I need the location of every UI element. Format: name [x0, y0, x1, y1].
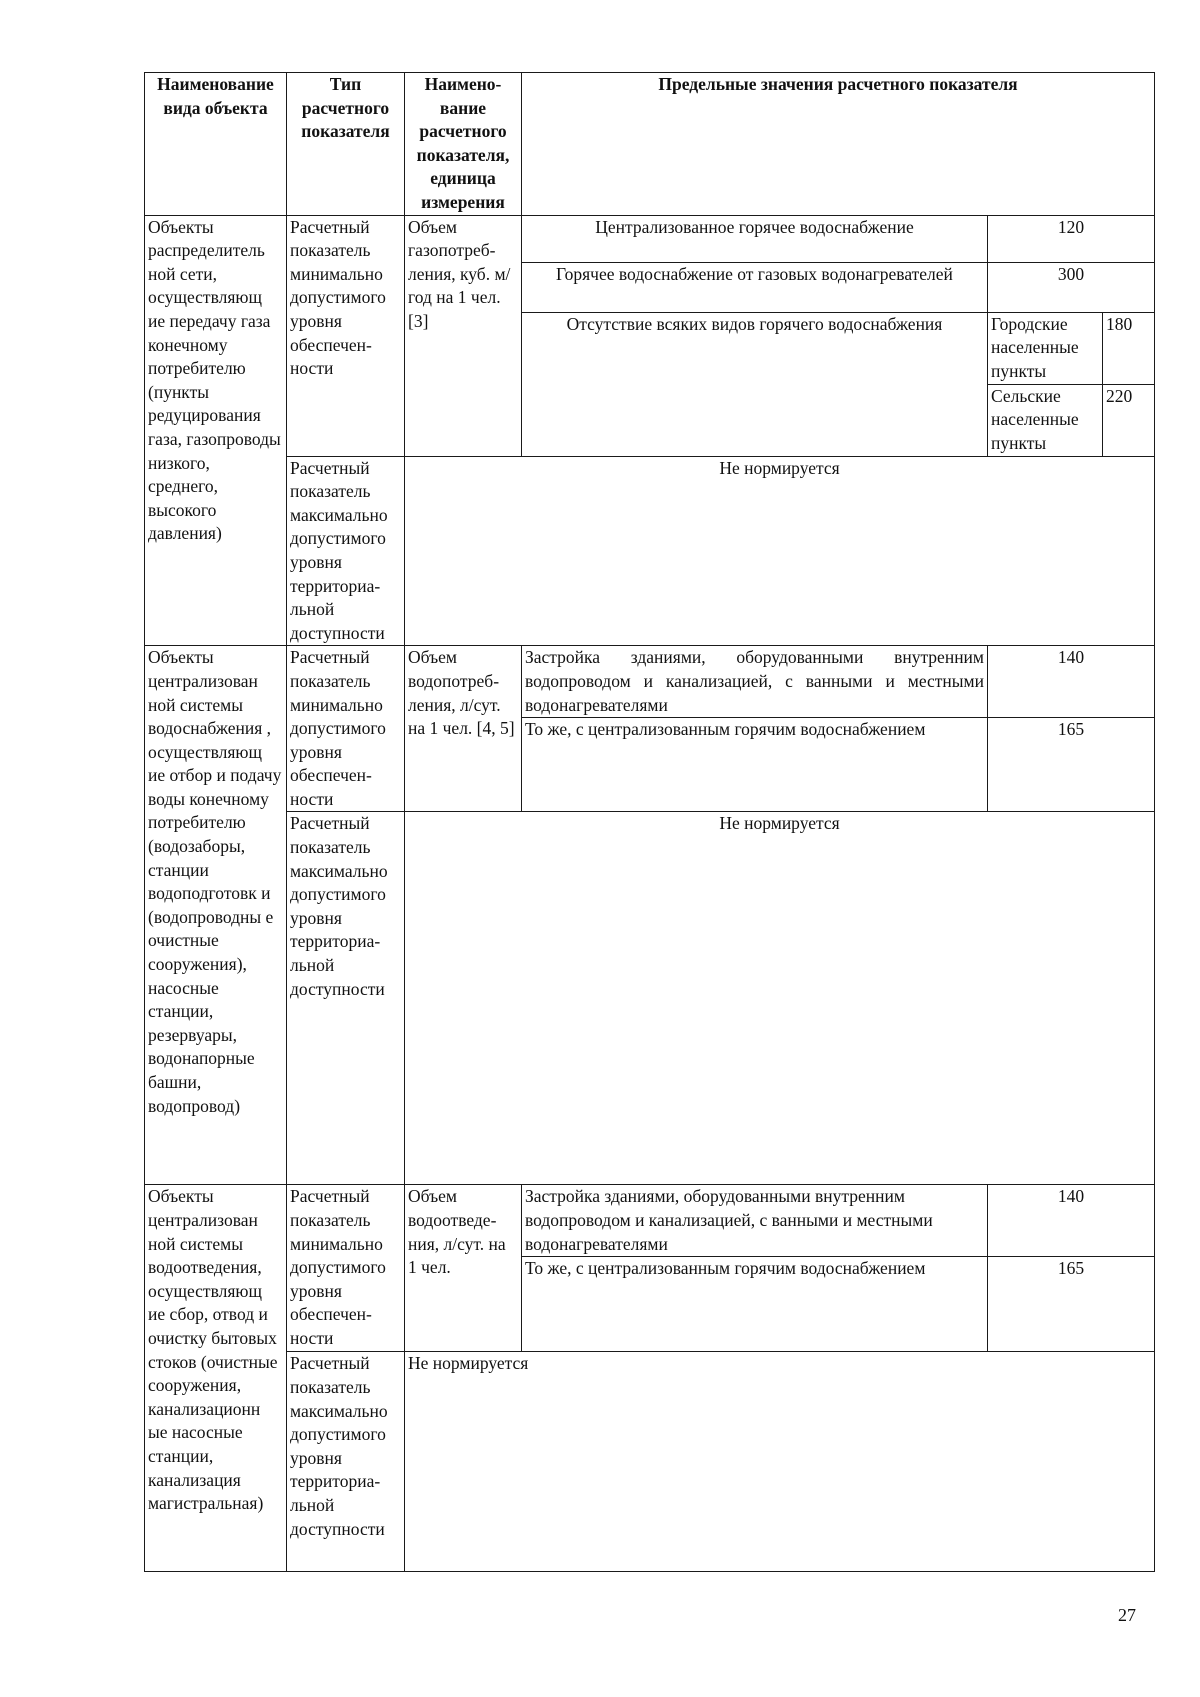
sewer-object: Объекты централизован ной системы водоотведения, осуществляющ ие сбор, отвод и очистку бытовых стоков (очистные сооружения, канализационн ые насосные станции, канализация магистральная) [145, 1185, 287, 1572]
gas-value-2: 300 [988, 262, 1155, 312]
table-row [145, 456, 1155, 646]
water-max-value: Не нормируется [405, 812, 1155, 1185]
sewer-min-type: Расчетный показатель минимально допустимого уровня обеспечен-ности [287, 1185, 405, 1352]
water-indicator: Объем водопотреб-ления, л/сут. на 1 чел. [4, 5] [405, 646, 522, 812]
gas-none-condition: Отсутствие всяких видов горячего водоснабжения [522, 312, 988, 456]
table-row [145, 1185, 1155, 1257]
norms-table [144, 72, 1155, 1572]
water-value-2: 165 [988, 718, 1155, 812]
table-row [145, 812, 1155, 1185]
gas-settlement-rural-value: 220 [1103, 384, 1155, 456]
table-row [145, 1352, 1155, 1572]
gas-settlement-urban-value: 180 [1103, 312, 1155, 384]
gas-settlement-rural: Сельские населенные пункты [988, 384, 1103, 456]
sewer-indicator: Объем водоотведе-ния, л/сут. на 1 чел. [405, 1185, 522, 1352]
water-value-1: 140 [988, 646, 1155, 718]
water-condition-2: То же, с централизованным горячим водоснабжением [522, 718, 988, 812]
sewer-condition-2: То же, с централизованным горячим водоснабжением [522, 1257, 988, 1352]
table-row [145, 215, 1155, 262]
sewer-max-type: Расчетный показатель максимально допустимого уровня территориа-льной доступности [287, 1352, 405, 1572]
sewer-condition-1: Застройка зданиями, оборудованными внутренним водопроводом и канализацией, с ванными и местными водонагревателями [522, 1185, 988, 1257]
table-row [145, 646, 1155, 718]
gas-object: Объекты распределитель ной сети, осуществляющ ие передачу газа конечному потребителю (пункты редуцирования газа, газопроводы низкого, среднего, высокого давления) [145, 215, 287, 646]
header-object: Наименование вида объекта [145, 73, 287, 216]
water-max-type: Расчетный показатель максимально допустимого уровня территориа-льной доступности [287, 812, 405, 1185]
water-min-type: Расчетный показатель минимально допустимого уровня обеспечен-ности [287, 646, 405, 812]
header-indicator: Наимено-вание расчетного показателя, единица измерения [405, 73, 522, 216]
gas-min-type: Расчетный показатель минимально допустимого уровня обеспечен-ности [287, 215, 405, 456]
gas-condition-1: Централизованное горячее водоснабжение [522, 215, 988, 262]
gas-indicator: Объем газопотреб-ления, куб. м/год на 1 чел. [3] [405, 215, 522, 456]
gas-max-value: Не нормируется [405, 456, 1155, 646]
sewer-max-value: Не нормируется [405, 1352, 1155, 1572]
sewer-value-2: 165 [988, 1257, 1155, 1352]
page-number: 27 [1118, 1605, 1136, 1625]
gas-condition-2: Горячее водоснабжение от газовых водонагревателей [522, 262, 988, 312]
gas-settlement-urban: Городские населенные пункты [988, 312, 1103, 384]
header-type: Тип расчетного показателя [287, 73, 405, 216]
gas-max-type: Расчетный показатель максимально допустимого уровня территориа-льной доступности [287, 456, 405, 646]
sewer-value-1: 140 [988, 1185, 1155, 1257]
water-object: Объекты централизован ной системы водоснабжения , осуществляющ ие отбор и подачу воды конечному потребителю (водозаборы, станции водоподготовк и (водопроводны е очистные сооружения), насосные станции, резервуары, водонапорные башни, водопровод) [145, 646, 287, 1185]
header-row [145, 73, 1155, 216]
water-condition-1: Застройка зданиями, оборудованными внутренним водопроводом и канализацией, с ванными и местными водонагревателями [522, 646, 988, 718]
gas-value-1: 120 [988, 215, 1155, 262]
header-limits: Предельные значения расчетного показателя [522, 73, 1155, 216]
